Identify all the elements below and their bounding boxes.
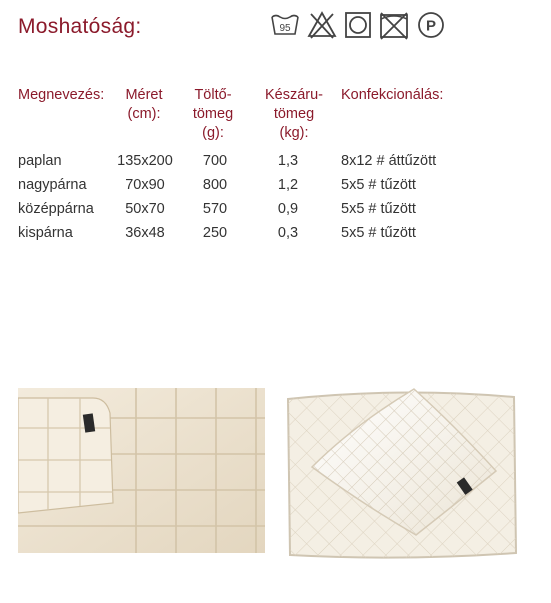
cell-conf: 5x5 # tűzött	[341, 177, 416, 193]
cell-size: 70x90	[125, 177, 165, 193]
cell-fill: 570	[202, 201, 228, 217]
cell-weight: 1,3	[277, 153, 299, 169]
cell-name: paplan	[18, 153, 62, 169]
cell-fill: 250	[202, 225, 228, 241]
header-fill-line1: Töltő-	[194, 87, 232, 103]
header-weight-line2: tömeg	[273, 106, 315, 122]
header-name: Megnevezés:	[18, 87, 105, 103]
no-iron-icon	[378, 10, 410, 40]
header-fill-line2: tömeg	[192, 106, 234, 122]
header-size-line2: (cm):	[127, 106, 161, 122]
header-conf: Konfekcionálás:	[341, 87, 444, 103]
header-fill	[180, 86, 246, 143]
table-row	[0, 201, 551, 223]
cell-conf: 8x12 # áttűzött	[341, 153, 437, 169]
cell-size: 135x200	[117, 153, 173, 169]
no-bleach-icon	[307, 10, 337, 40]
cell-weight: 0,9	[277, 201, 299, 217]
table-row	[0, 177, 551, 199]
header-weight	[256, 86, 332, 143]
duvet-photo	[18, 388, 265, 553]
dry-clean-p-icon	[416, 10, 446, 40]
header-size-line1: Méret	[125, 87, 163, 103]
cell-name: kispárna	[18, 225, 73, 241]
header-size	[110, 86, 178, 124]
cell-weight: 1,2	[277, 177, 299, 193]
cell-fill: 800	[202, 177, 228, 193]
svg-text:P: P	[425, 17, 437, 35]
cell-name: nagypárna	[18, 177, 87, 193]
cell-conf: 5x5 # tűzött	[341, 225, 416, 241]
cell-fill: 700	[202, 153, 228, 169]
header-weight-line1: Készáru-	[264, 87, 324, 103]
table-row	[0, 225, 551, 247]
header-fill-line3: (g):	[202, 125, 224, 141]
svg-text:95: 95	[279, 23, 291, 34]
cell-size: 50x70	[125, 201, 165, 217]
pillow-photo	[284, 385, 518, 563]
cell-size: 36x48	[125, 225, 165, 241]
tumble-dry-icon	[344, 10, 372, 40]
cell-weight: 0,3	[277, 225, 299, 241]
wash-95-icon	[270, 10, 300, 40]
cell-name: középpárna	[18, 201, 94, 217]
table-row	[0, 153, 551, 175]
cell-conf: 5x5 # tűzött	[341, 201, 416, 217]
section-title: Moshatóság:	[18, 15, 142, 38]
header-weight-line3: (kg):	[279, 125, 309, 141]
